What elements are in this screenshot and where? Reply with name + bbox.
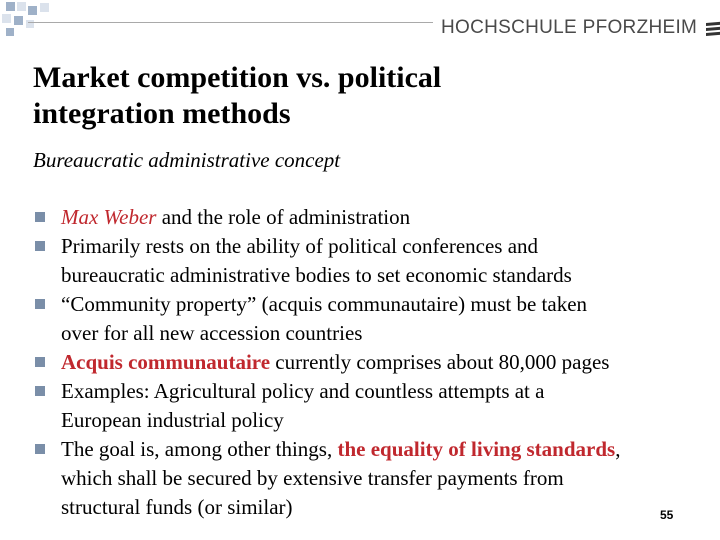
university-logo (441, 14, 720, 42)
bullet-item (33, 377, 705, 435)
bullet-text: , (615, 437, 621, 461)
bullet-list (33, 203, 705, 522)
bullet-item (33, 290, 705, 348)
square-bullet-icon (35, 212, 45, 222)
header-divider (28, 22, 433, 23)
bullet-text: “Community property” (acquis communautaire) must be taken (61, 292, 588, 316)
bullet-text: The goal is, among other things, (61, 437, 338, 461)
page-number: 55 (660, 508, 674, 522)
bullet-item (33, 348, 705, 377)
bullet-text: Examples: Agricultural policy and countless attempts at a (61, 379, 545, 403)
highlight-text: the equality of living standards (337, 437, 616, 461)
bullet-text: over for all new accession countries (61, 321, 363, 345)
bullet-text: bureaucratic administrative bodies to set economic standards (61, 263, 572, 287)
bullet-item (33, 203, 705, 232)
title-line-2: integration methods (33, 97, 291, 130)
bullet-text: currently comprises about 80,000 pages (270, 350, 610, 374)
square-bullet-icon (35, 357, 45, 367)
highlight-text: Max Weber (61, 205, 157, 229)
bullet-text: which shall be secured by extensive transfer payments from (61, 466, 564, 490)
slide-title (33, 60, 693, 132)
square-bullet-icon (35, 444, 45, 454)
logo-text: HOCHSCHULE PFORZHEIM (441, 17, 698, 38)
title-line-1: Market competition vs. political (33, 61, 442, 94)
bullet-text: and the role of administration (156, 205, 411, 229)
bullet-item (33, 232, 705, 290)
highlight-text: Acquis communautaire (61, 350, 271, 374)
bullet-text: Primarily rests on the ability of political conferences and (61, 234, 539, 258)
square-bullet-icon (35, 241, 45, 251)
slide-subtitle: Bureaucratic administrative concept (33, 148, 341, 172)
bullet-item (33, 435, 705, 522)
square-bullet-icon (35, 386, 45, 396)
bullet-text: structural funds (or similar) (61, 495, 293, 519)
logo-stripes-icon (704, 19, 720, 37)
square-bullet-icon (35, 299, 45, 309)
bullet-text: European industrial policy (61, 408, 284, 432)
